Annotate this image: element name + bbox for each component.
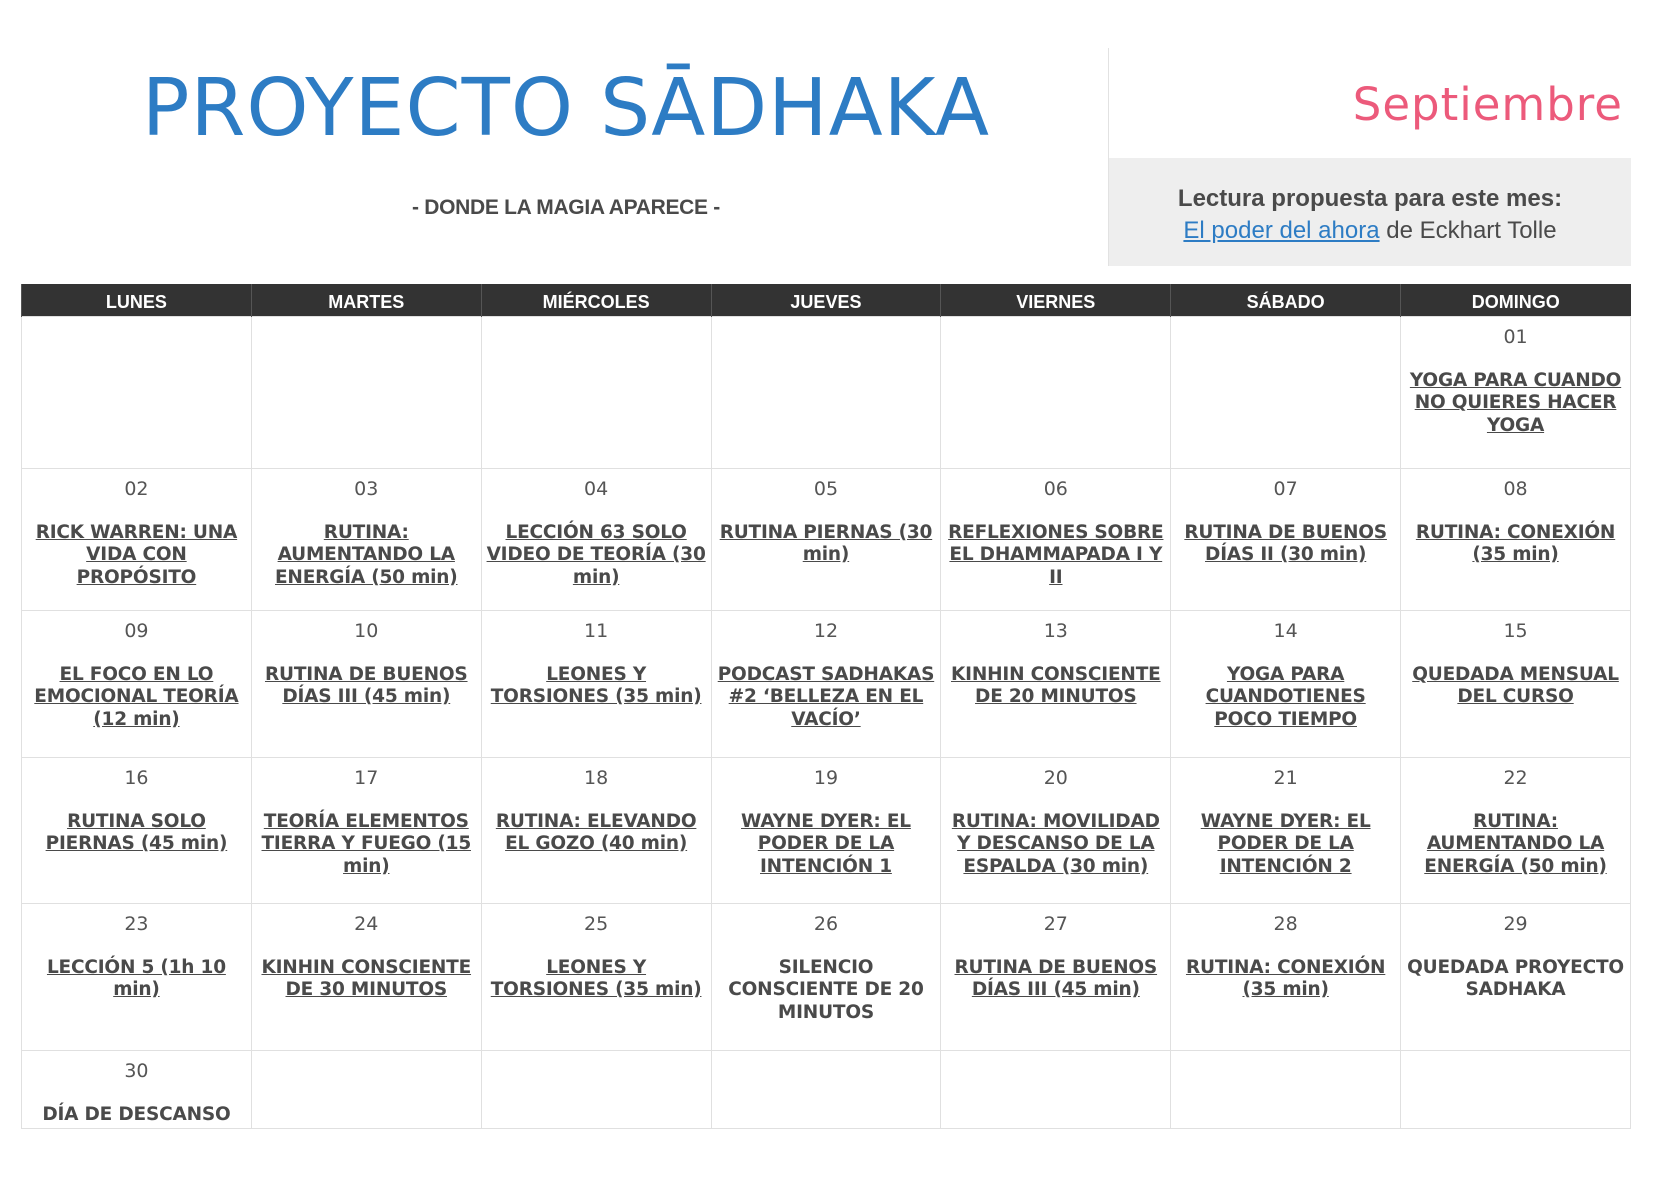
calendar-day-cell bbox=[22, 610, 252, 757]
day-activity-link[interactable]: RUTINA: ELEVANDO EL GOZO (40 min) bbox=[495, 810, 697, 854]
weekday-header: SÁBADO bbox=[1171, 284, 1401, 316]
day-number: 22 bbox=[1503, 766, 1528, 789]
day-activity-link[interactable]: RUTINA PIERNAS (30 min) bbox=[719, 521, 933, 565]
calendar-week-row bbox=[22, 316, 1631, 468]
day-number: 16 bbox=[124, 766, 149, 789]
calendar-day-cell bbox=[941, 316, 1171, 468]
calendar-day-cell bbox=[1171, 316, 1401, 468]
calendar-table bbox=[21, 284, 1631, 1129]
day-activity-link[interactable]: RUTINA: CONEXIÓN (35 min) bbox=[1185, 956, 1386, 1000]
calendar-day-cell bbox=[711, 316, 941, 468]
day-activity-link[interactable]: RUTINA DE BUENOS DÍAS II (30 min) bbox=[1184, 521, 1387, 565]
day-number: 25 bbox=[584, 912, 609, 935]
calendar-day-cell bbox=[711, 903, 941, 1050]
day-activity: DÍA DE DESCANSO bbox=[42, 1103, 231, 1125]
calendar-day-cell bbox=[941, 757, 1171, 903]
day-number: 29 bbox=[1503, 912, 1528, 935]
day-number: 02 bbox=[124, 477, 149, 500]
day-activity: QUEDADA PROYECTO SADHAKA bbox=[1407, 956, 1624, 1000]
day-number: 13 bbox=[1043, 619, 1068, 642]
calendar-day-cell bbox=[251, 316, 481, 468]
calendar-day-cell bbox=[251, 903, 481, 1050]
calendar-day-cell bbox=[711, 757, 941, 903]
reading-suggestion-box bbox=[1109, 158, 1631, 266]
day-activity: SILENCIO CONSCIENTE DE 20 MINUTOS bbox=[728, 956, 924, 1023]
calendar-day-cell bbox=[22, 903, 252, 1050]
weekday-header: JUEVES bbox=[711, 284, 941, 316]
day-number: 28 bbox=[1273, 912, 1298, 935]
calendar-day-cell bbox=[481, 468, 711, 610]
calendar-day-cell bbox=[1171, 468, 1401, 610]
day-number: 24 bbox=[354, 912, 379, 935]
day-activity-link[interactable]: REFLEXIONES SOBRE EL DHAMMAPADA I Y II bbox=[948, 521, 1164, 588]
calendar-day-cell bbox=[711, 1050, 941, 1128]
day-activity-link[interactable]: YOGA PARA CUANDO NO QUIERES HACER YOGA bbox=[1409, 369, 1622, 436]
day-number: 07 bbox=[1273, 477, 1298, 500]
day-number: 23 bbox=[124, 912, 149, 935]
calendar-day-cell bbox=[1171, 610, 1401, 757]
day-number: 21 bbox=[1273, 766, 1298, 789]
day-activity-link[interactable]: WAYNE DYER: EL PODER DE LA INTENCIÓN 1 bbox=[741, 810, 911, 877]
day-activity-link[interactable]: RUTINA: MOVILIDAD Y DESCANSO DE LA ESPALDA (30 min) bbox=[951, 810, 1160, 877]
day-number: 09 bbox=[124, 619, 149, 642]
day-number: 19 bbox=[813, 766, 839, 789]
day-activity-link[interactable]: LEONES Y TORSIONES (35 min) bbox=[490, 956, 702, 1000]
calendar-week-row bbox=[22, 757, 1631, 903]
page-subtitle: - DONDE LA MAGIA APARECE - bbox=[412, 196, 720, 219]
day-number: 05 bbox=[813, 477, 839, 500]
calendar-day-cell bbox=[251, 610, 481, 757]
calendar-body bbox=[22, 316, 1631, 1128]
weekday-header: LUNES bbox=[22, 284, 252, 316]
weekday-header: MIÉRCOLES bbox=[481, 284, 711, 316]
day-number: 01 bbox=[1503, 325, 1528, 348]
calendar-day-cell bbox=[481, 903, 711, 1050]
calendar-day-cell bbox=[22, 1050, 252, 1128]
calendar-day-cell bbox=[941, 610, 1171, 757]
weekday-header-row bbox=[22, 284, 1631, 316]
calendar-day-cell bbox=[22, 316, 252, 468]
calendar-day-cell bbox=[251, 757, 481, 903]
calendar-day-cell bbox=[1401, 903, 1631, 1050]
day-activity-link[interactable]: RUTINA: AUMENTANDO LA ENERGÍA (50 min) bbox=[1424, 810, 1607, 877]
day-activity-link[interactable]: TEORÍA ELEMENTOS TIERRA Y FUEGO (15 min) bbox=[261, 810, 471, 877]
day-activity-link[interactable]: LECCIÓN 5 (1h 10 min) bbox=[46, 956, 226, 1000]
day-number: 04 bbox=[584, 477, 609, 500]
calendar-day-cell bbox=[941, 1050, 1171, 1128]
day-number: 06 bbox=[1043, 477, 1068, 500]
calendar-day-cell bbox=[1401, 757, 1631, 903]
day-number: 14 bbox=[1273, 619, 1298, 642]
calendar-day-cell bbox=[481, 757, 711, 903]
weekday-header: DOMINGO bbox=[1401, 284, 1631, 316]
month-label: Septiembre bbox=[1352, 78, 1623, 131]
day-activity-link[interactable]: QUEDADA MENSUAL DEL CURSO bbox=[1412, 663, 1619, 707]
day-activity-link[interactable]: KINHIN CONSCIENTE DE 30 MINUTOS bbox=[261, 956, 472, 1000]
weekday-header: MARTES bbox=[251, 284, 481, 316]
calendar-day-cell bbox=[481, 610, 711, 757]
day-number: 12 bbox=[813, 619, 839, 642]
calendar-day-cell bbox=[251, 468, 481, 610]
reading-line bbox=[1109, 217, 1631, 245]
weekday-header: VIERNES bbox=[941, 284, 1171, 316]
reading-author: de Eckhart Tolle bbox=[1379, 217, 1557, 244]
calendar-day-cell bbox=[22, 468, 252, 610]
calendar-day-cell bbox=[1401, 1050, 1631, 1128]
day-number: 20 bbox=[1043, 766, 1068, 789]
calendar-week-row bbox=[22, 610, 1631, 757]
day-number: 08 bbox=[1503, 477, 1528, 500]
calendar-week-row bbox=[22, 1050, 1631, 1128]
day-number: 30 bbox=[124, 1059, 149, 1082]
calendar-day-cell bbox=[22, 757, 252, 903]
calendar-day-cell bbox=[481, 316, 711, 468]
calendar-day-cell bbox=[1171, 757, 1401, 903]
calendar-day-cell bbox=[1401, 610, 1631, 757]
day-number: 26 bbox=[813, 912, 839, 935]
day-activity-link[interactable]: RUTINA: AUMENTANDO LA ENERGÍA (50 min) bbox=[275, 521, 458, 588]
calendar-day-cell bbox=[1401, 468, 1631, 610]
day-number: 11 bbox=[584, 619, 609, 642]
day-activity-link[interactable]: LECCIÓN 63 SOLO VIDEO DE TEORÍA (30 min) bbox=[486, 521, 706, 588]
reading-label: Lectura propuesta para este mes: bbox=[1177, 185, 1563, 212]
calendar-day-cell bbox=[941, 903, 1171, 1050]
calendar-week-row bbox=[22, 903, 1631, 1050]
day-activity-link[interactable]: RUTINA: CONEXIÓN (35 min) bbox=[1415, 521, 1616, 565]
calendar-day-cell bbox=[1171, 903, 1401, 1050]
calendar-day-cell bbox=[1171, 1050, 1401, 1128]
day-activity-link[interactable]: RUTINA SOLO PIERNAS (45 min) bbox=[45, 810, 228, 854]
day-activity-link[interactable]: KINHIN CONSCIENTE DE 20 MINUTOS bbox=[951, 663, 1161, 707]
day-number: 27 bbox=[1043, 912, 1068, 935]
calendar-day-cell bbox=[711, 610, 941, 757]
day-activity-link[interactable]: PODCAST SADHAKAS #2 ‘BELLEZA EN EL VACÍO’ bbox=[717, 663, 935, 730]
calendar-day-cell bbox=[481, 1050, 711, 1128]
day-activity-link[interactable]: EL FOCO EN LO EMOCIONAL TEORÍA (12 min) bbox=[34, 663, 239, 730]
calendar-day-cell bbox=[711, 468, 941, 610]
day-number: 17 bbox=[354, 766, 379, 789]
day-number: 15 bbox=[1503, 619, 1528, 642]
reading-book-link[interactable]: El poder del ahora bbox=[1183, 217, 1380, 244]
day-activity-link[interactable]: WAYNE DYER: EL PODER DE LA INTENCIÓN 2 bbox=[1200, 810, 1371, 877]
page-title: PROYECTO SĀDHAKA bbox=[141, 62, 991, 154]
day-number: 18 bbox=[584, 766, 609, 789]
day-number: 10 bbox=[354, 619, 379, 642]
day-number: 03 bbox=[354, 477, 379, 500]
calendar-week-row bbox=[22, 468, 1631, 610]
day-activity-link[interactable]: RICK WARREN: UNA VIDA CON PROPÓSITO bbox=[35, 521, 238, 588]
calendar-day-cell bbox=[1401, 316, 1631, 468]
day-activity-link[interactable]: RUTINA DE BUENOS DÍAS III (45 min) bbox=[954, 956, 1158, 1000]
day-activity-link[interactable]: RUTINA DE BUENOS DÍAS III (45 min) bbox=[264, 663, 468, 707]
calendar-day-cell bbox=[251, 1050, 481, 1128]
calendar-day-cell bbox=[941, 468, 1171, 610]
day-activity-link[interactable]: LEONES Y TORSIONES (35 min) bbox=[490, 663, 702, 707]
day-activity-link[interactable]: YOGA PARA CUANDOTIENES POCO TIEMPO bbox=[1205, 663, 1366, 730]
